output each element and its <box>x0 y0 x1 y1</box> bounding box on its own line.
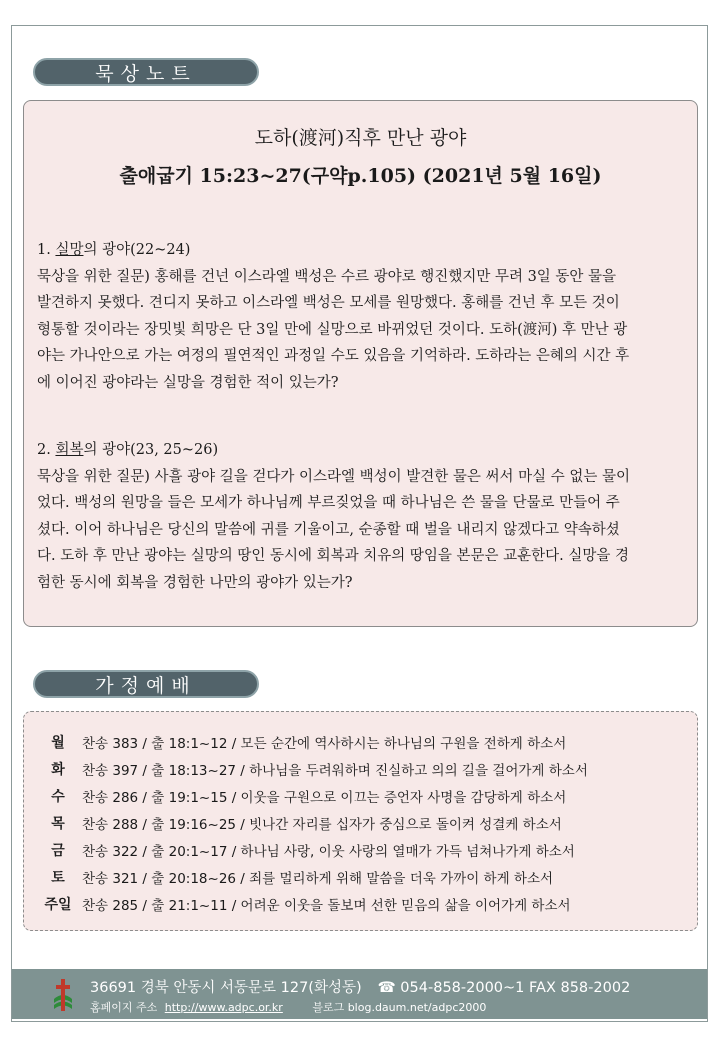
footer-web-line <box>90 999 486 1015</box>
meditation-box <box>23 100 698 627</box>
worship-text: 찬송 285 / 출 21:1~11 / 어려운 이웃을 돌보며 선한 믿음의 삶을 이어가게 하소서 <box>82 897 571 914</box>
point-line: 야는 가나안으로 가는 여정의 필연적인 과정일 수도 있음을 기억하라. 도하라는 은혜의 시간 후 <box>37 348 630 364</box>
meditation-title: 도하(渡河)직후 만난 광야 <box>254 127 467 149</box>
point-line: 었다. 백성의 원망을 들은 모세가 하나님께 부르짖었을 때 하나님은 쓴 물을 단물로 만들어 주 <box>37 495 620 511</box>
point-line: 험한 동시에 회복을 경험한 나만의 광야가 있는가? <box>37 574 353 591</box>
point-line: 에 이어진 광야라는 실망을 경험한 적이 있는가? <box>37 374 339 391</box>
point-line: 형통할 것이라는 장밋빛 희망은 단 3일 만에 실망으로 바뀌었던 것이다. 도하(渡河) 후 만난 광 <box>37 321 628 338</box>
point-heading-rest: 의 광야(22~24) <box>83 242 191 258</box>
point-heading <box>37 437 689 464</box>
worship-row-sun <box>38 890 688 917</box>
meditation-section-title: 묵상노트 <box>33 58 259 86</box>
homepage-link[interactable]: http://www.adpc.or.kr <box>164 1001 283 1014</box>
worship-day: 화 <box>51 761 65 778</box>
footer-phone: ☎ 054-858-2000~1 FAX 858-2002 <box>377 980 631 996</box>
point-line: 발견하지 못했다. 견디지 못하고 이스라엘 백성은 모세를 원망했다. 홍해를 건넌 후 모든 것이 <box>37 295 620 311</box>
family-worship-box <box>23 711 698 931</box>
footer-address-line <box>90 976 630 997</box>
worship-day: 주일 <box>44 896 72 913</box>
point-heading-keyword: 회복 <box>55 442 84 458</box>
worship-day: 토 <box>51 869 65 886</box>
worship-row-thu <box>38 809 688 836</box>
worship-day: 목 <box>51 815 65 832</box>
meditation-scripture: 출애굽기 15:23~27(구약p.105) (2021년 5월 16일) <box>119 165 602 187</box>
worship-day: 수 <box>51 788 65 805</box>
homepage-label: 홈페이지 주소 <box>90 1001 158 1014</box>
worship-row-mon <box>38 728 688 755</box>
point-heading-rest: 의 광야(23, 25~26) <box>83 442 219 458</box>
meditation-point-2 <box>37 437 689 596</box>
worship-text: 찬송 383 / 출 18:1~12 / 모든 순간에 역사하시는 하나님의 구원을 전하게 하소서 <box>82 735 567 752</box>
point-number: 1. <box>37 242 51 258</box>
point-line: 묵상을 위한 질문) 사흘 광야 길을 걷다가 이스라엘 백성이 발견한 물은 써서 마실 수 없는 물이 <box>37 468 631 485</box>
worship-text: 찬송 288 / 출 19:16~25 / 빗나간 자리를 십자가 중심으로 돌이켜 성결케 하소서 <box>82 816 562 833</box>
point-line: 셨다. 이어 하나님은 당신의 말씀에 귀를 기울이고, 순종할 때 벌을 내리지 않겠다고 약속하셨 <box>37 521 620 538</box>
worship-text: 찬송 321 / 출 20:18~26 / 죄를 멀리하게 위해 말씀을 더욱 가까이 하게 하소서 <box>82 870 554 887</box>
blog-address: 블로그 blog.daum.net/adpc2000 <box>312 1001 487 1014</box>
worship-list <box>38 728 688 917</box>
worship-text: 찬송 397 / 출 18:13~27 / 하나님을 두려워하며 진실하고 의의 길을 걸어가게 하소서 <box>82 762 588 779</box>
point-heading <box>37 237 689 264</box>
point-line: 다. 도하 후 만난 광야는 실망의 땅인 동시에 회복과 치유의 땅임을 본문은 교훈한다. 실망을 경 <box>37 548 630 564</box>
worship-text: 찬송 286 / 출 19:1~15 / 이웃을 구원으로 이끄는 증언자 사명을 감당하게 하소서 <box>82 789 567 806</box>
footer-band <box>12 969 707 1019</box>
worship-row-sat <box>38 863 688 890</box>
worship-row-wed <box>38 782 688 809</box>
worship-text: 찬송 322 / 출 20:1~17 / 하나님 사랑, 이웃 사랑의 열매가 가득 넘쳐나가게 하소서 <box>82 843 575 860</box>
point-line: 묵상을 위한 질문) 홍해를 건넌 이스라엘 백성은 수르 광야로 행진했지만 무려 3일 동안 물을 <box>37 268 617 285</box>
meditation-point-1 <box>37 237 689 396</box>
family-worship-section-title: 가정예배 <box>33 670 259 698</box>
worship-day: 금 <box>51 842 65 859</box>
footer-address: 36691 경북 안동시 서동문로 127(화성동) <box>90 980 362 996</box>
worship-row-fri <box>38 836 688 863</box>
point-heading-keyword: 실망 <box>55 242 84 258</box>
church-logo-icon <box>50 977 76 1013</box>
point-number: 2. <box>37 442 51 458</box>
worship-day: 월 <box>51 734 65 751</box>
worship-row-tue <box>38 755 688 782</box>
